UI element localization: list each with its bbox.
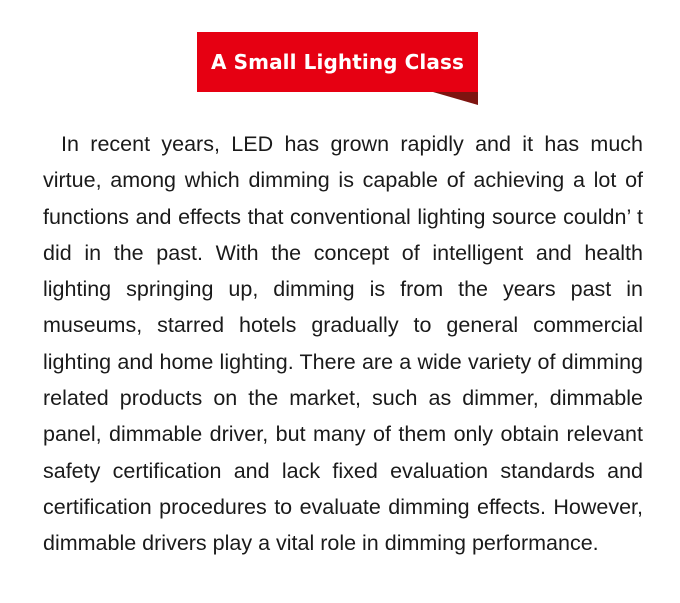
banner-title: A Small Lighting Class	[197, 32, 478, 92]
article-paragraph: In recent years, LED has grown rapidly and it has much virtue, among which dimming is capable of achieving a lot of functions and effects that conventional lighting source couldn’ t did in the past. With the concept of intelligent and health lighting springing up, dimming is from the years past in museums, starred hotels gradually to general commercial lighting and home lighting. There are a wide variety of dimming related products on the market, such as dimmer, dimmable panel, dimmable driver, but many of them only obtain relevant safety certification and lack fixed evaluation standards and certification procedures to evaluate dimming effects. However, dimmable drivers play a vital role in dimming performance.	[43, 132, 643, 556]
banner-fold-shape	[433, 92, 478, 105]
section-banner	[197, 32, 482, 106]
